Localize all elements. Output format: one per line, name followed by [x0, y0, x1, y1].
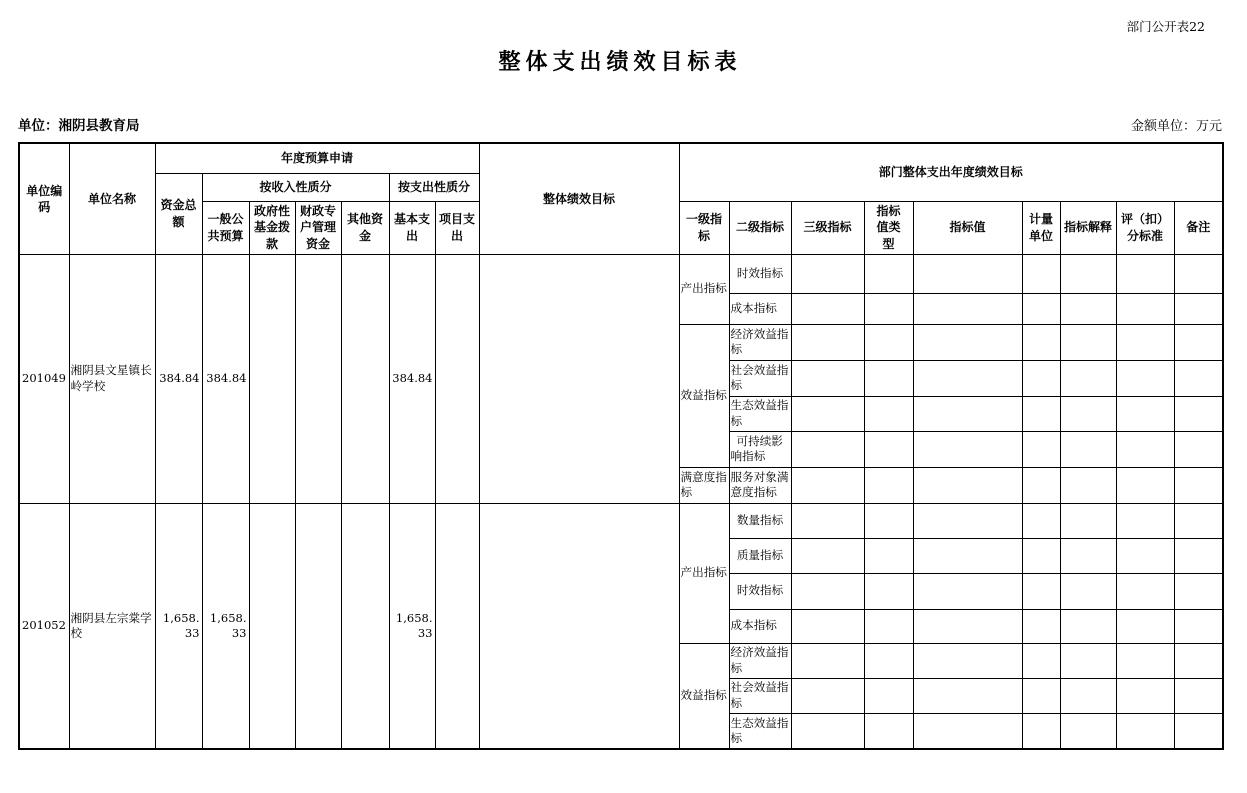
header-dept-annual-performance-target: 部门整体支出年度绩效目标: [679, 143, 1223, 201]
cell-level2-indicator: 社会效益指标: [729, 678, 791, 713]
header-annual-budget-request: 年度预算申请: [155, 143, 479, 173]
cell-level2-indicator: 生态效益指标: [729, 396, 791, 431]
cell-overall-performance-target: [479, 503, 679, 749]
cell-indicator-value: [913, 293, 1022, 324]
cell-other-funds: [341, 254, 389, 503]
header-other-funds: 其他资金: [341, 201, 389, 254]
cell-level3-indicator: [791, 254, 864, 293]
header-level2-indicator: 二级指标: [729, 201, 791, 254]
cell-project-expenditure: [435, 254, 479, 503]
cell-measurement-unit: [1022, 431, 1060, 467]
cell-level2-indicator: 时效指标: [729, 254, 791, 293]
cell-indicator-value-type: [864, 538, 913, 573]
cell-government-fund-allocation: [249, 254, 295, 503]
cell-remarks: [1174, 254, 1223, 293]
cell-indicator-explanation: [1060, 360, 1116, 396]
cell-basic-expenditure: 384.84: [389, 254, 435, 503]
cell-measurement-unit: [1022, 713, 1060, 749]
cell-measurement-unit: [1022, 609, 1060, 643]
cell-indicator-value: [913, 643, 1022, 678]
cell-scoring-deduction-standard: [1116, 396, 1174, 431]
cell-measurement-unit: [1022, 324, 1060, 360]
cell-level2-indicator: 时效指标: [729, 573, 791, 609]
cell-level1-indicator: 产出指标: [679, 254, 729, 324]
cell-indicator-value-type: [864, 360, 913, 396]
cell-indicator-explanation: [1060, 643, 1116, 678]
header-basic-expenditure: 基本支出: [389, 201, 435, 254]
header-level3-indicator: 三级指标: [791, 201, 864, 254]
cell-indicator-explanation: [1060, 293, 1116, 324]
cell-indicator-value: [913, 254, 1022, 293]
cell-general-public-budget: 384.84: [202, 254, 249, 503]
cell-level3-indicator: [791, 467, 864, 503]
cell-indicator-explanation: [1060, 609, 1116, 643]
header-indicator-value-type: 指标值类型: [864, 201, 913, 254]
cell-scoring-deduction-standard: [1116, 573, 1174, 609]
cell-fiscal-special-account-funds: [295, 254, 341, 503]
cell-measurement-unit: [1022, 254, 1060, 293]
cell-level2-indicator: 社会效益指标: [729, 360, 791, 396]
header-unit-code: 单位编码: [19, 143, 69, 254]
cell-government-fund-allocation: [249, 503, 295, 749]
cell-total-funds: 1,658.33: [155, 503, 202, 749]
unit-label: 单位：湘阴县教育局: [18, 118, 140, 134]
cell-fiscal-special-account-funds: [295, 503, 341, 749]
cell-indicator-value: [913, 324, 1022, 360]
cell-remarks: [1174, 431, 1223, 467]
header-remarks: 备注: [1174, 201, 1223, 254]
cell-scoring-deduction-standard: [1116, 254, 1174, 293]
document-body: [18, 0, 1222, 750]
cell-scoring-deduction-standard: [1116, 293, 1174, 324]
cell-indicator-value: [913, 360, 1022, 396]
cell-level2-indicator: 数量指标: [729, 503, 791, 538]
cell-indicator-value: [913, 431, 1022, 467]
cell-level1-indicator: 满意度指标: [679, 467, 729, 503]
header-unit-name: 单位名称: [69, 143, 155, 254]
cell-level2-indicator: 可持续影响指标: [729, 431, 791, 467]
cell-scoring-deduction-standard: [1116, 538, 1174, 573]
cell-indicator-explanation: [1060, 324, 1116, 360]
cell-scoring-deduction-standard: [1116, 503, 1174, 538]
cell-scoring-deduction-standard: [1116, 324, 1174, 360]
cell-indicator-explanation: [1060, 538, 1116, 573]
page-title: 整体支出绩效目标表: [498, 50, 742, 75]
cell-level3-indicator: [791, 324, 864, 360]
cell-measurement-unit: [1022, 678, 1060, 713]
header-scoring-deduction-standard: 评（扣）分标准: [1116, 201, 1174, 254]
cell-level3-indicator: [791, 503, 864, 538]
cell-remarks: [1174, 538, 1223, 573]
cell-indicator-explanation: [1060, 396, 1116, 431]
cell-unit-code: 201052: [19, 503, 69, 749]
cell-measurement-unit: [1022, 293, 1060, 324]
cell-remarks: [1174, 324, 1223, 360]
header-project-expenditure: 项目支出: [435, 201, 479, 254]
cell-indicator-value-type: [864, 324, 913, 360]
cell-indicator-value-type: [864, 431, 913, 467]
cell-indicator-value-type: [864, 503, 913, 538]
header-overall-performance-target: 整体绩效目标: [479, 143, 679, 254]
cell-scoring-deduction-standard: [1116, 678, 1174, 713]
cell-indicator-value-type: [864, 713, 913, 749]
cell-scoring-deduction-standard: [1116, 467, 1174, 503]
cell-remarks: [1174, 396, 1223, 431]
cell-level3-indicator: [791, 643, 864, 678]
cell-indicator-value-type: [864, 396, 913, 431]
cell-level3-indicator: [791, 609, 864, 643]
header-fiscal-special-account-funds: 财政专户管理资金: [295, 201, 341, 254]
header-indicator-explanation: 指标解释: [1060, 201, 1116, 254]
cell-level2-indicator: 成本指标: [729, 293, 791, 324]
cell-level3-indicator: [791, 678, 864, 713]
header-by-expenditure-nature: 按支出性质分: [389, 173, 479, 201]
cell-indicator-value: [913, 396, 1022, 431]
corner-label: 部门公开表22: [1126, 19, 1205, 34]
cell-indicator-value: [913, 573, 1022, 609]
cell-level1-indicator: 效益指标: [679, 324, 729, 467]
cell-measurement-unit: [1022, 538, 1060, 573]
cell-indicator-explanation: [1060, 503, 1116, 538]
cell-indicator-value: [913, 467, 1022, 503]
cell-indicator-explanation: [1060, 467, 1116, 503]
cell-level2-indicator: 成本指标: [729, 609, 791, 643]
cell-remarks: [1174, 643, 1223, 678]
cell-indicator-value-type: [864, 467, 913, 503]
cell-general-public-budget: 1,658.33: [202, 503, 249, 749]
cell-indicator-value: [913, 678, 1022, 713]
cell-scoring-deduction-standard: [1116, 643, 1174, 678]
cell-level2-indicator: 生态效益指标: [729, 713, 791, 749]
amount-unit-label: 金额单位：万元: [1130, 119, 1222, 134]
cell-scoring-deduction-standard: [1116, 431, 1174, 467]
cell-remarks: [1174, 293, 1223, 324]
cell-remarks: [1174, 678, 1223, 713]
cell-measurement-unit: [1022, 396, 1060, 431]
header-measurement-unit: 计量单位: [1022, 201, 1060, 254]
cell-indicator-explanation: [1060, 254, 1116, 293]
cell-remarks: [1174, 713, 1223, 749]
cell-basic-expenditure: 1,658.33: [389, 503, 435, 749]
header-by-income-nature: 按收入性质分: [202, 173, 389, 201]
cell-indicator-explanation: [1060, 713, 1116, 749]
cell-remarks: [1174, 360, 1223, 396]
cell-indicator-value-type: [864, 678, 913, 713]
cell-indicator-value-type: [864, 254, 913, 293]
cell-indicator-value-type: [864, 609, 913, 643]
cell-indicator-explanation: [1060, 431, 1116, 467]
cell-indicator-value: [913, 538, 1022, 573]
cell-indicator-value-type: [864, 643, 913, 678]
cell-level2-indicator: 服务对象满意度指标: [729, 467, 791, 503]
cell-measurement-unit: [1022, 573, 1060, 609]
cell-indicator-value-type: [864, 293, 913, 324]
meta-row: [18, 116, 1222, 134]
cell-remarks: [1174, 609, 1223, 643]
cell-unit-name: 湘阴县左宗棠学校: [69, 503, 155, 749]
cell-overall-performance-target: [479, 254, 679, 503]
cell-measurement-unit: [1022, 643, 1060, 678]
cell-level3-indicator: [791, 396, 864, 431]
cell-scoring-deduction-standard: [1116, 713, 1174, 749]
cell-scoring-deduction-standard: [1116, 609, 1174, 643]
header-government-fund-allocation: 政府性基金拨款: [249, 201, 295, 254]
header-level1-indicator: 一级指标: [679, 201, 729, 254]
header-indicator-value: 指标值: [913, 201, 1022, 254]
cell-remarks: [1174, 467, 1223, 503]
cell-level1-indicator: 效益指标: [679, 643, 729, 749]
cell-measurement-unit: [1022, 503, 1060, 538]
cell-level2-indicator: 质量指标: [729, 538, 791, 573]
cell-level2-indicator: 经济效益指标: [729, 324, 791, 360]
cell-level2-indicator: 经济效益指标: [729, 643, 791, 678]
header-general-public-budget: 一般公共预算: [202, 201, 249, 254]
cell-indicator-value: [913, 713, 1022, 749]
cell-level1-indicator: 产出指标: [679, 503, 729, 643]
cell-total-funds: 384.84: [155, 254, 202, 503]
cell-measurement-unit: [1022, 360, 1060, 396]
cell-unit-code: 201049: [19, 254, 69, 503]
header-total-funds: 资金总额: [155, 173, 202, 254]
cell-indicator-value: [913, 609, 1022, 643]
cell-indicator-explanation: [1060, 573, 1116, 609]
cell-level3-indicator: [791, 573, 864, 609]
cell-level3-indicator: [791, 293, 864, 324]
cell-remarks: [1174, 573, 1223, 609]
cell-level3-indicator: [791, 360, 864, 396]
cell-measurement-unit: [1022, 467, 1060, 503]
cell-level3-indicator: [791, 538, 864, 573]
cell-scoring-deduction-standard: [1116, 360, 1174, 396]
cell-level3-indicator: [791, 713, 864, 749]
cell-indicator-value-type: [864, 573, 913, 609]
cell-other-funds: [341, 503, 389, 749]
cell-unit-name: 湘阴县文星镇长岭学校: [69, 254, 155, 503]
cell-remarks: [1174, 503, 1223, 538]
cell-project-expenditure: [435, 503, 479, 749]
cell-indicator-value: [913, 503, 1022, 538]
performance-target-table: [18, 142, 1224, 750]
cell-indicator-explanation: [1060, 678, 1116, 713]
cell-level3-indicator: [791, 431, 864, 467]
